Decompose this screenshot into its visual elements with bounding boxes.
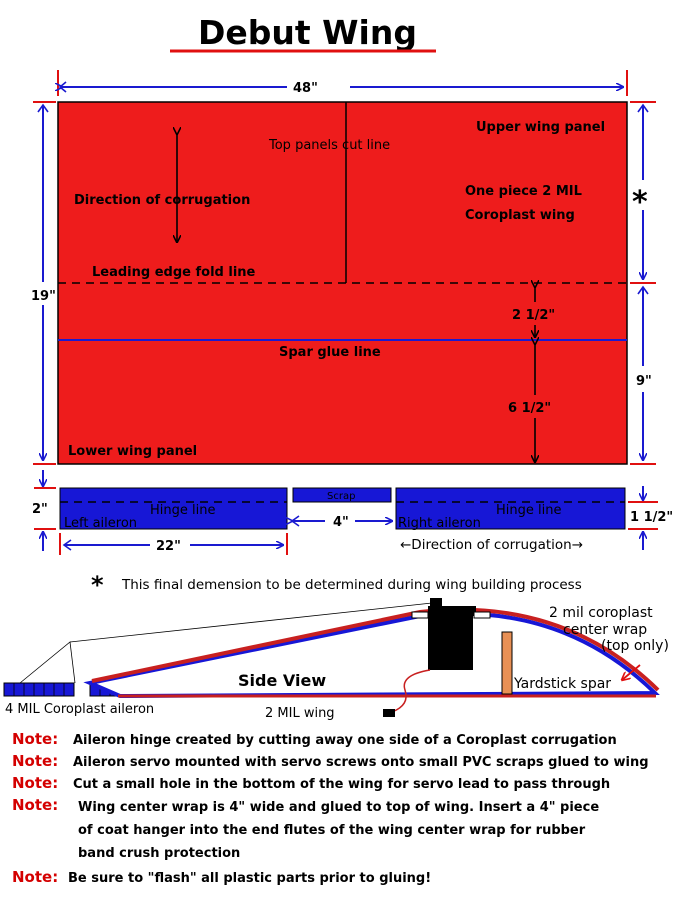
note-key: Note:	[12, 774, 59, 792]
servo-icon	[428, 615, 473, 670]
dim-6-half-label: 6 1/2"	[508, 401, 552, 416]
dim-2-half-label: 2 1/2"	[512, 308, 556, 323]
leading-edge-fold-label: Leading edge fold line	[92, 265, 256, 280]
dim-width-label: 48"	[293, 81, 318, 96]
side-view-title: Side View	[238, 671, 327, 690]
dim-height-label: 19"	[31, 289, 56, 304]
dim-scrap-gap-label: 4"	[333, 515, 349, 530]
note-text: Wing center wrap is 4" wide and glued to top of wing. Insert a 4" piece	[78, 800, 600, 815]
notes	[12, 730, 649, 886]
note-text: of coat hanger into the end flutes of the wing center wrap for rubber	[78, 823, 586, 838]
side-aileron-label: 4 MIL Coroplast aileron	[5, 702, 155, 717]
hinge-line-left-label: Hinge line	[150, 503, 216, 518]
direction-of-corrugation-label: Direction of corrugation	[74, 193, 251, 208]
note-text: Be sure to "flash" all plastic parts prior to gluing!	[68, 871, 432, 886]
note-text: Aileron hinge created by cutting away one side of a Coroplast corrugation	[73, 733, 617, 748]
footnote-text: This final demension to be determined during wing building process	[122, 577, 582, 593]
note-key: Note:	[12, 796, 59, 814]
scrap-label: Scrap	[327, 491, 356, 502]
side-aileron-left	[4, 683, 74, 696]
upper-wing-panel-label: Upper wing panel	[476, 120, 606, 135]
one-piece-label-2: Coroplast wing	[465, 208, 575, 223]
note-text: band crush protection	[78, 846, 241, 861]
aileron-corrugation-label: ←Direction of corrugation→	[400, 537, 584, 553]
dim-aileron-width-label: 22"	[156, 539, 181, 554]
spar-glue-label: Spar glue line	[279, 345, 381, 360]
center-wrap-label-2: center wrap	[563, 622, 648, 638]
top-panels-cut-label: Top panels cut line	[269, 138, 391, 153]
note-text: Cut a small hole in the bottom of the wing for servo lead to pass through	[73, 777, 611, 792]
page-title: Debut Wing	[198, 13, 417, 52]
note-key: Note:	[12, 730, 59, 748]
note-key: Note:	[12, 868, 59, 886]
asterisk-icon: *	[632, 185, 648, 220]
footnote-asterisk-icon: *	[91, 571, 104, 599]
left-aileron-label: Left aileron	[64, 516, 138, 531]
right-aileron-label: Right aileron	[398, 516, 481, 531]
note-text: Aileron servo mounted with servo screws onto small PVC scraps glued to wing	[73, 755, 649, 770]
dim-9-label: 9"	[636, 374, 652, 389]
side-wing-label: 2 MIL wing	[265, 706, 335, 721]
note-key: Note:	[12, 752, 59, 770]
side-view	[4, 598, 669, 721]
one-piece-label-1: One piece 2 MIL	[465, 184, 582, 199]
yardstick-spar	[502, 632, 512, 694]
dim-aileron-height-label: 2"	[32, 502, 48, 517]
yardstick-label: Yardstick spar	[514, 676, 612, 692]
lower-wing-panel-label: Lower wing panel	[68, 444, 198, 459]
servo-flange	[428, 606, 476, 616]
hinge-line-right-label: Hinge line	[496, 503, 562, 518]
dim-1-half-label: 1 1/2"	[630, 510, 674, 525]
center-wrap-label-3: (top only)	[601, 638, 669, 654]
center-wrap-label-1: 2 mil coroplast	[549, 605, 653, 621]
